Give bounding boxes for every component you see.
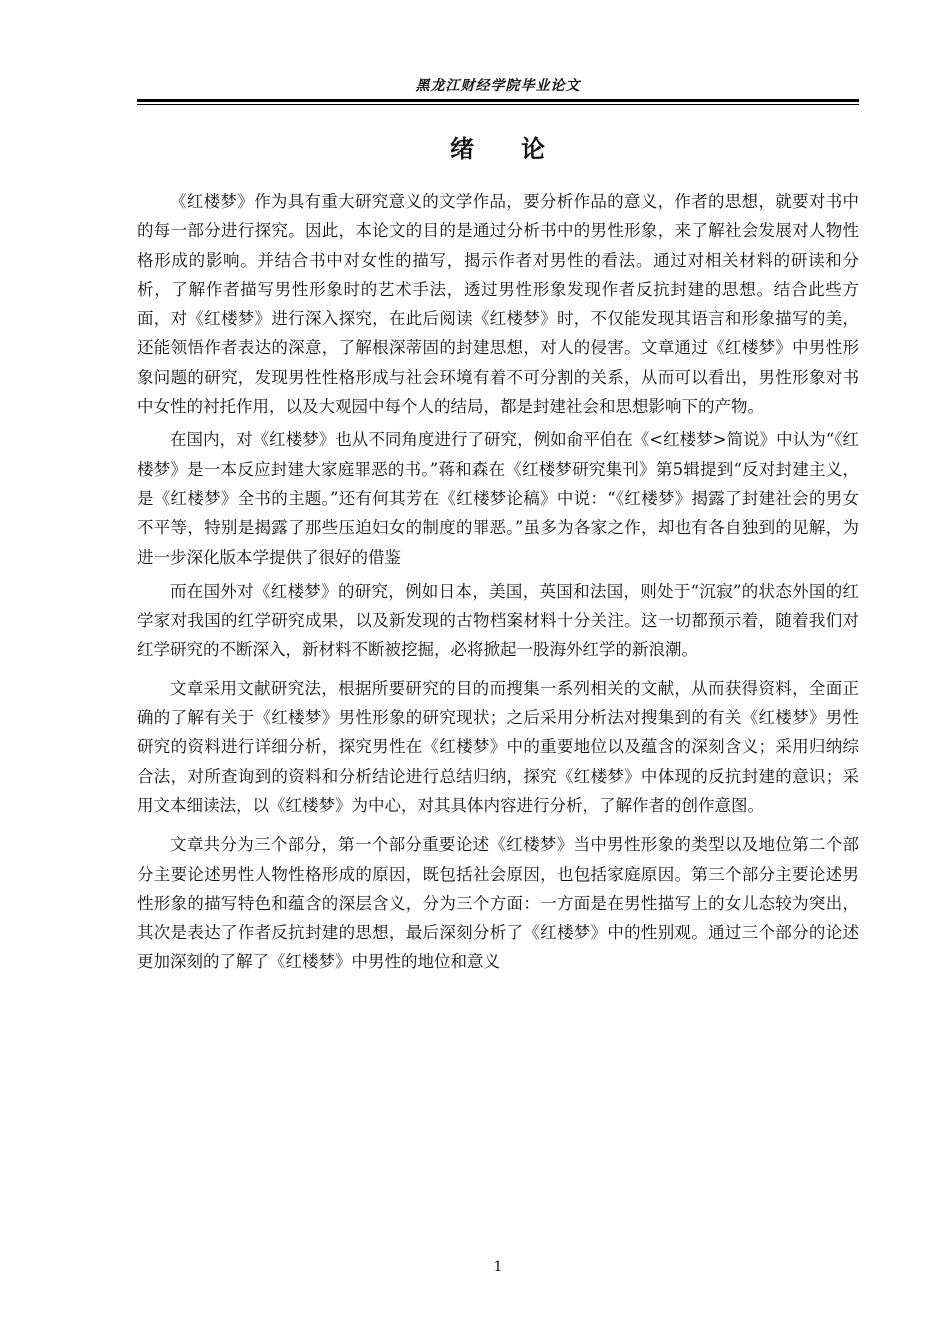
page-number: 1 [493, 1259, 503, 1275]
paragraph-4: 文章采用文献研究法，根据所要研究的目的而搜集一系列相关的文献，从而获得资料，全面正确的了解有关于《红楼梦》男性形象的研究现状；之后采用分析法对搜集到的有关《红楼梦》男性研究的资料进行详细分析，探究男性在《红楼梦》中的重要地位以及蕴含的深刻含义；采用归纳综合法，对所查询到的资料和分析结论进行总结归纳，探究《红楼梦》中体现的反抗封建的意识；采用文本细读法，以《红楼梦》为中心，对其具体内容进行分析，了解作者的创作意图。 [137, 678, 859, 815]
chapter-title [137, 132, 859, 166]
running-header: 黑龙江财经学院毕业论文 [415, 78, 581, 94]
header-rule-thick [137, 99, 859, 102]
paragraph-1: 《红楼梦》作为具有重大研究意义的文学作品，要分析作品的意义，作者的思想，就要对书中的每一部分进行探究。因此，本论文的目的是通过分析书中的男性形象，来了解社会发展对人物性格形成的影响。并结合书中对女性的描写，揭示作者对男性的看法。通过对相关材料的研读和分析，了解作者描写男性形象时的艺术手法，透过男性形象发现作者反抗封建的思想。结合此些方面，对《红楼梦》进行深入探究，在此后阅读《红楼梦》时，不仅能发现其语言和形象描写的美，还能领悟作者表达的深意，了解根深蒂固的封建思想，对人的侵害。文章通过《红楼梦》中男性形象问题的研究，发现男性性格形成与社会环境有着不可分割的关系，从而可以看出，男性形象对书中女性的衬托作用，以及大观园中每个人的结局，都是封建社会和思想影响下的产物。 [137, 192, 859, 417]
chapter-title-char-2: 论 [521, 134, 546, 163]
header-rule-thin [137, 104, 859, 105]
paragraph-5: 文章共分为三个部分，第一个部分重要论述《红楼梦》当中男性形象的类型以及地位第二个部分主要论述男性人物性格形成的原因，既包括社会原因，也包括家庭原因。第三个部分主要论述男性形象的描写特色和蕴含的深层含义，分为三个方面：一方面是在男性描写上的女儿态较为突出，其次是表达了作者反抗封建的思想，最后深刻分析了《红楼梦》中的性别观。通过三个部分的论述更加深刻的了解了《红楼梦》中男性的地位和意义 [137, 835, 859, 972]
body-text [137, 187, 859, 977]
chapter-title-char-1: 绪 [450, 134, 475, 163]
paragraph-2: 在国内，对《红楼梦》也从不同角度进行了研究，例如俞平伯在《<红楼梦>简说》中认为“《红楼梦》是一本反应封建大家庭罪恶的书。”蒋和森在《红楼梦研究集刊》第5辑提到“反对封建主义，是《红楼梦》全书的主题。”还有何其芳在《红楼梦论稿》中说：“《红楼梦》揭露了封建社会的男女不平等，特别是揭露了那些压迫妇女的制度的罪恶。”虽多为各家之作，却也有各自独到的见解，为进一步深化版本学提供了很好的借鉴 [137, 430, 859, 567]
paragraph-3: 而在国外对《红楼梦》的研究，例如日本，美国，英国和法国，则处于“沉寂”的状态外国的红学家对我国的红学研究成果，以及新发现的古物档案材料十分关注。这一切都预示着，随着我们对红学研究的不断深入，新材料不断被挖掘，必将掀起一股海外红学的新浪潮。 [137, 581, 859, 660]
